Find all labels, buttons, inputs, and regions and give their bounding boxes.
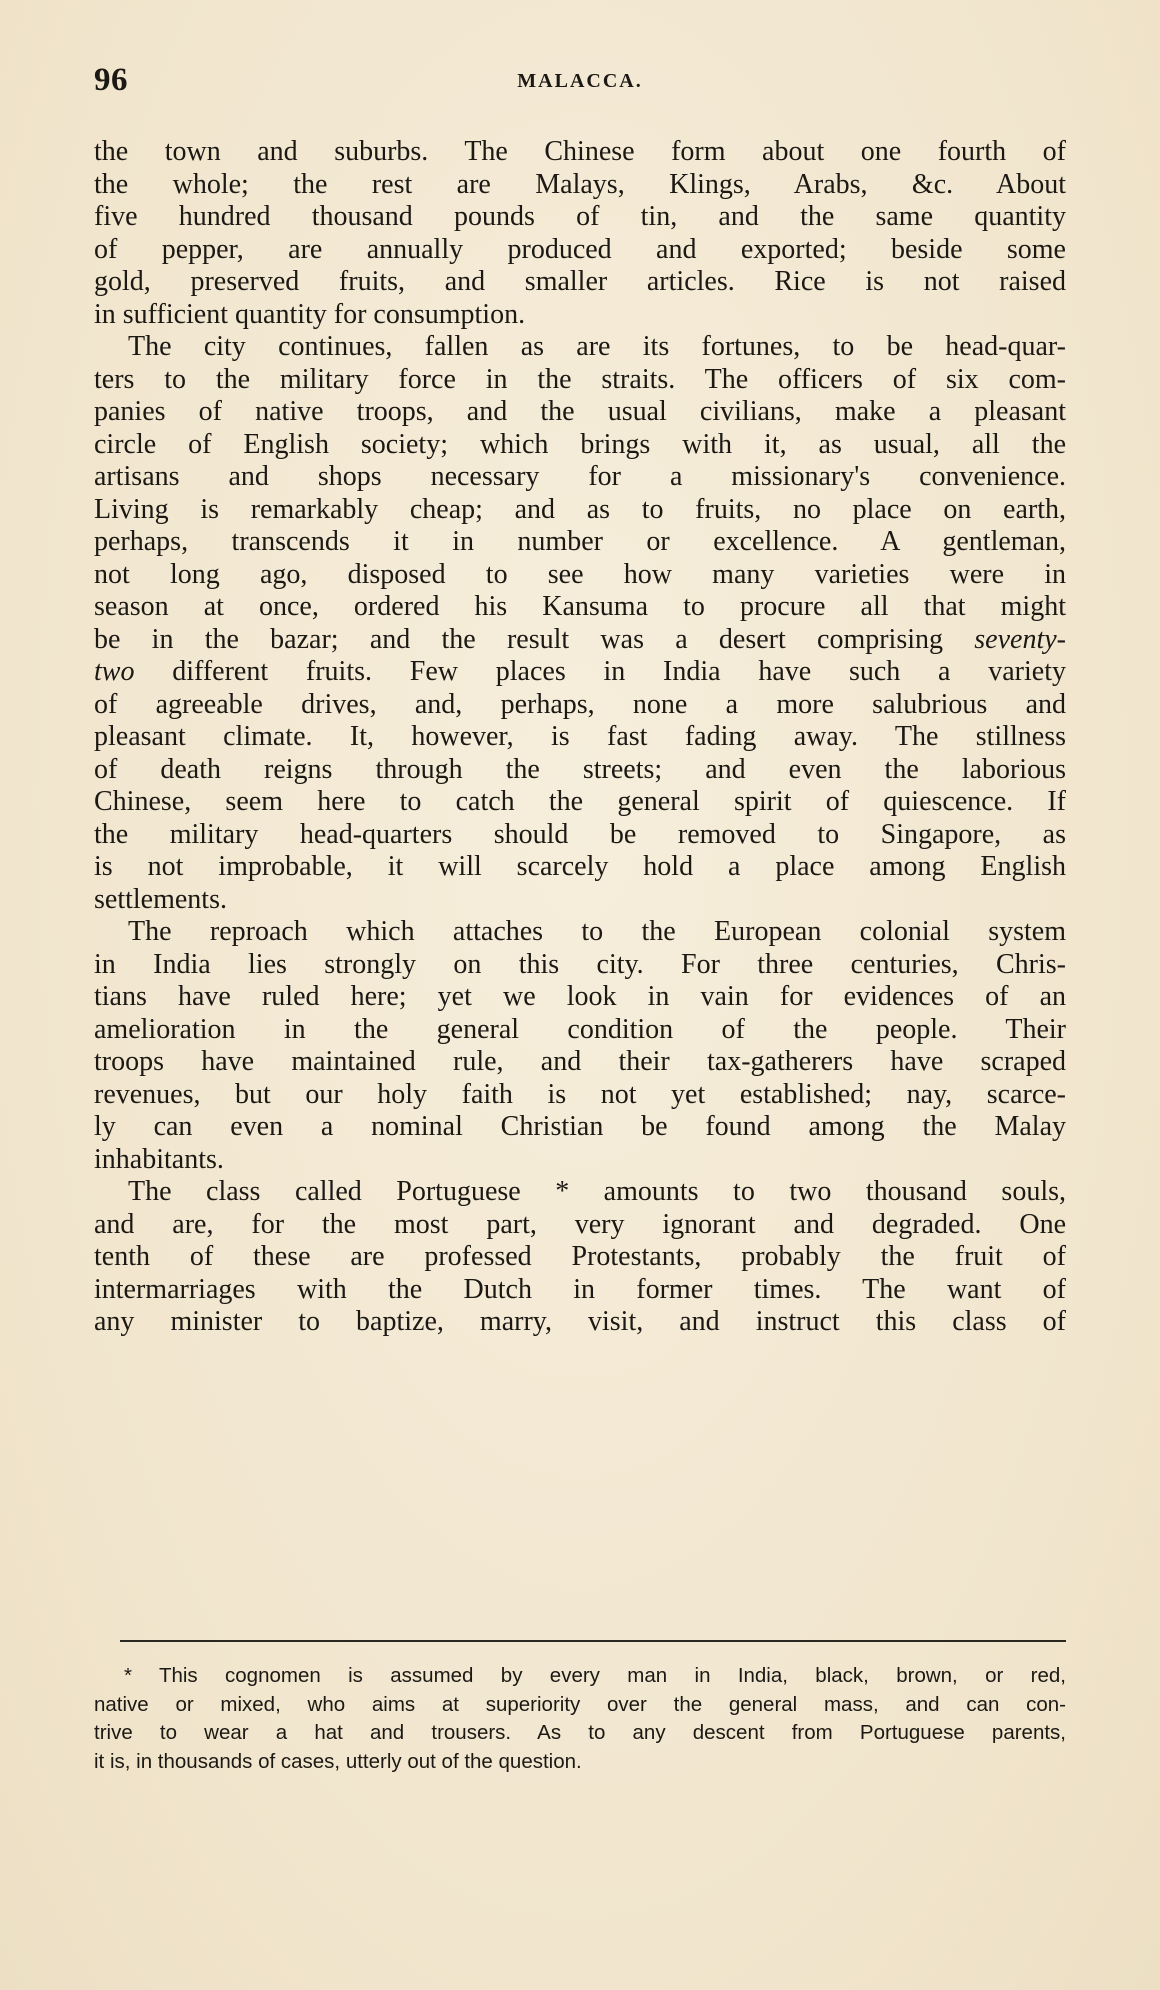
text-line: tenth of these are professed Protestants, probably the fruit of xyxy=(94,1241,1066,1272)
text-line: Chinese, seem here to catch the general spirit of quiescence. If xyxy=(94,786,1066,817)
footnote-rule xyxy=(120,1640,1066,1642)
text-line: settlements. xyxy=(94,883,227,915)
text-line: of agreeable drives, and, perhaps, none a more salubrious and xyxy=(94,688,1066,720)
text-line: pleasant climate. It, however, is fast fading away. The stillness xyxy=(94,721,1066,752)
text-line: five hundred thousand pounds of tin, and the same quantity xyxy=(94,201,1066,232)
text-line: ly can even a nominal Christian be found among the Malay xyxy=(94,1111,1066,1142)
text-line: inhabitants. xyxy=(94,1143,224,1175)
page-header xyxy=(94,62,1066,112)
text-line: of death reigns through the streets; and even the laborious xyxy=(94,753,1066,785)
footnote-line: * This cognomen is assumed by every man in India, black, brown, or red, xyxy=(124,1664,1066,1687)
page-number: 96 xyxy=(94,62,128,98)
text-line: is not improbable, it will scarcely hold a place among English xyxy=(94,851,1066,882)
text-line: in India lies strongly on this city. For three centuries, Chris- xyxy=(94,948,1066,980)
text-line: the whole; the rest are Malays, Klings, Arabs, &c. About xyxy=(94,168,1066,200)
footnote-line: trive to wear a hat and trousers. As to any descent from Portuguese parents, xyxy=(94,1721,1066,1744)
text-line: and are, for the most part, very ignorant and degraded. One xyxy=(94,1208,1066,1240)
text-line: The class called Portuguese * amounts to two thousand souls, xyxy=(128,1176,1066,1207)
text-line: gold, preserved fruits, and smaller articles. Rice is not raised xyxy=(94,266,1066,297)
text-line: perhaps, transcends it in number or excellence. A gentleman, xyxy=(94,526,1066,557)
footnote-line: native or mixed, who aims at superiority over the general mass, and can con- xyxy=(94,1692,1066,1716)
text-line: in sufficient quantity for consumption. xyxy=(94,298,526,330)
text-line: artisans and shops necessary for a missionary's convenience. xyxy=(94,461,1066,492)
text-line: Living is remarkably cheap; and as to fruits, no place on earth, xyxy=(94,493,1066,525)
text-line: The reproach which attaches to the European colonial system xyxy=(128,916,1066,947)
text-line: of pepper, are annually produced and exported; beside some xyxy=(94,233,1066,265)
text-line: panies of native troops, and the usual civilians, make a pleasant xyxy=(94,396,1066,427)
text-line: the town and suburbs. The Chinese form about one fourth of xyxy=(94,136,1066,167)
text-line: revenues, but our holy faith is not yet established; nay, scarce- xyxy=(94,1078,1066,1110)
text-line: be in the bazar; and the result was a desert comprising seventy- xyxy=(94,623,1066,655)
text-line: circle of English society; which brings with it, as usual, all the xyxy=(94,428,1066,460)
text-line: ters to the military force in the straits. The officers of six com- xyxy=(94,363,1066,395)
footnote xyxy=(94,1662,1066,1776)
text-line: tians have ruled here; yet we look in vain for evidences of an xyxy=(94,981,1066,1012)
text-line: intermarriages with the Dutch in former times. The want of xyxy=(94,1273,1066,1305)
running-head: MALACCA. xyxy=(517,70,643,92)
text-line: troops have maintained rule, and their tax-gatherers have scraped xyxy=(94,1046,1066,1077)
footnote-line: it is, in thousands of cases, utterly out of the question. xyxy=(94,1749,582,1773)
body-text xyxy=(94,136,1066,1339)
text-line: The city continues, fallen as are its fortunes, to be head-quar- xyxy=(128,331,1066,362)
text-line: not long ago, disposed to see how many varieties were in xyxy=(94,558,1066,590)
text-line: two different fruits. Few places in India have such a variety xyxy=(94,656,1066,687)
text-line: amelioration in the general condition of the people. Their xyxy=(94,1013,1066,1045)
text-line: any minister to baptize, marry, visit, and instruct this class of xyxy=(94,1306,1066,1337)
text-line: the military head-quarters should be removed to Singapore, as xyxy=(94,818,1066,850)
text-line: season at once, ordered his Kansuma to procure all that might xyxy=(94,591,1066,622)
